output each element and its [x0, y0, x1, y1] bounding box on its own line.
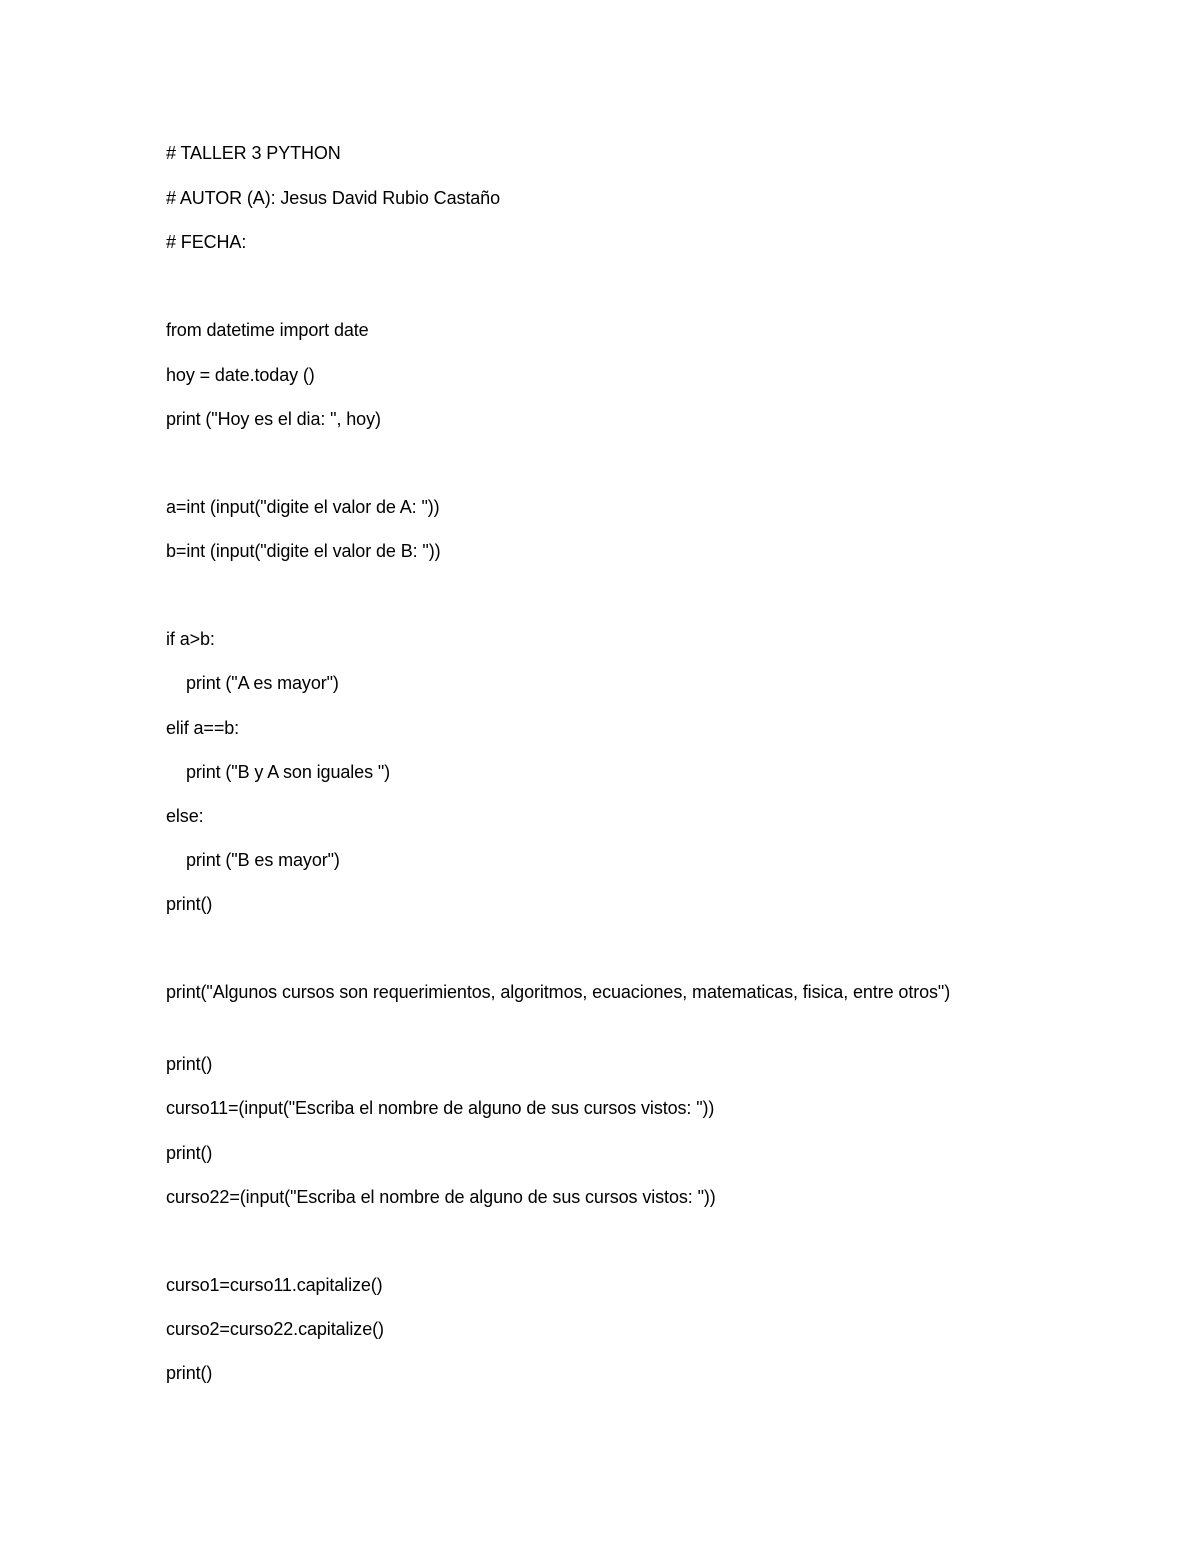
code-line-elif: elif a==b:	[166, 718, 240, 738]
code-line-print-empty: print()	[166, 1363, 213, 1383]
comment-date: # FECHA:	[166, 232, 247, 252]
code-line-hoy: hoy = date.today ()	[166, 365, 315, 385]
code-line-capitalize-1: curso1=curso11.capitalize()	[166, 1275, 383, 1295]
code-line-print-iguales: print ("B y A son iguales ")	[186, 762, 391, 782]
comment-author: # AUTOR (A): Jesus David Rubio Castaño	[166, 188, 501, 208]
comment-title: # TALLER 3 PYTHON	[166, 143, 341, 163]
code-line-capitalize-2: curso2=curso22.capitalize()	[166, 1319, 384, 1339]
code-line-print-b-mayor: print ("B es mayor")	[186, 850, 340, 870]
code-line-input-curso22: curso22=(input("Escriba el nombre de alguno de sus cursos vistos: "))	[166, 1187, 716, 1207]
code-line-print-cursos: print("Algunos cursos son requerimientos, algoritmos, ecuaciones, matematicas, fisica, entre otros")	[166, 982, 951, 1002]
code-line-print-hoy: print ("Hoy es el dia: ", hoy)	[166, 409, 381, 429]
code-line-if: if a>b:	[166, 629, 215, 649]
code-line-print-empty: print()	[166, 1143, 213, 1163]
code-line-input-b: b=int (input("digite el valor de B: "))	[166, 541, 441, 561]
code-line-print-a-mayor: print ("A es mayor")	[186, 673, 339, 693]
code-line-print-empty: print()	[166, 1054, 213, 1074]
code-line-input-a: a=int (input("digite el valor de A: "))	[166, 497, 440, 517]
code-line-else: else:	[166, 806, 204, 826]
code-line-import: from datetime import date	[166, 320, 369, 340]
code-line-input-curso11: curso11=(input("Escriba el nombre de alguno de sus cursos vistos: "))	[166, 1098, 715, 1118]
code-line-print-empty: print()	[166, 894, 213, 914]
